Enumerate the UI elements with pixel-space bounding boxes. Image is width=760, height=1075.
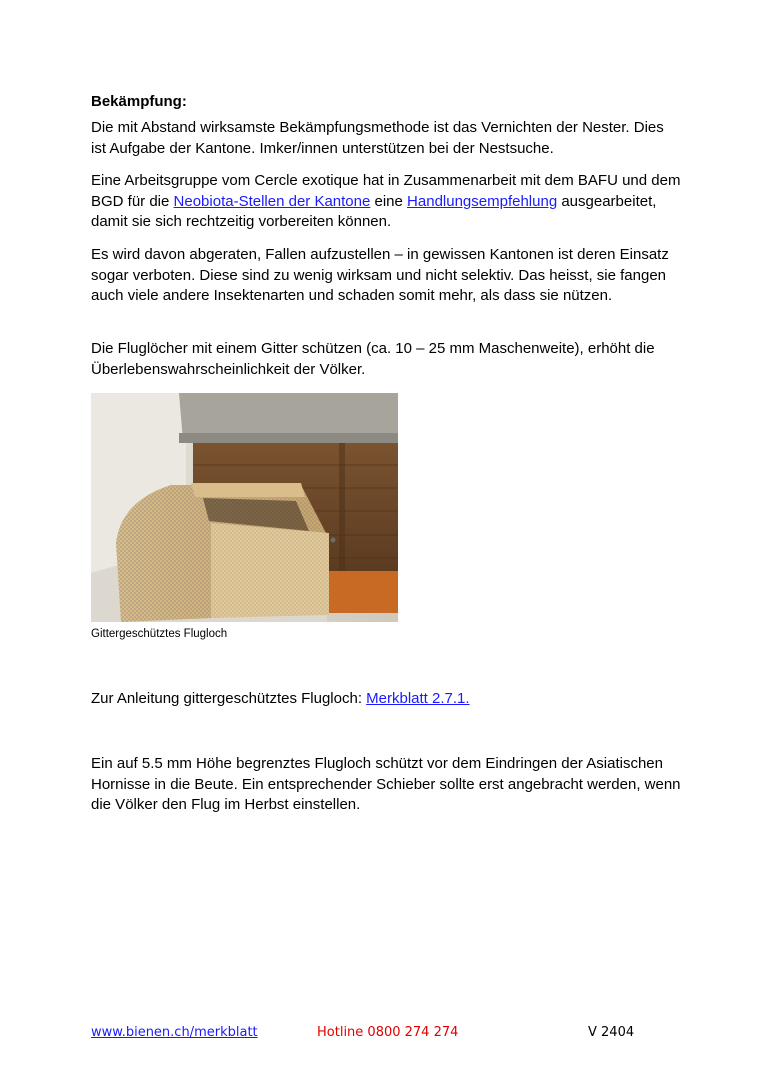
paragraph-3: Es wird davon abgeraten, Fallen aufzustellen – in gewissen Kantonen ist deren Einsatz sogar verboten. Diese sind zu wenig wirksam und nicht selektiv. Das heisst, sie fangen auch viele andere Insektenarten und schaden somit mehr, als dass sie nützen.	[91, 246, 669, 304]
hive-entrance-photo	[91, 393, 398, 622]
paragraph-2	[91, 171, 681, 233]
neobiota-link[interactable]: Neobiota-Stellen der Kantone	[173, 192, 371, 210]
paragraph-4: Die Fluglöcher mit einem Gitter schützen (ca. 10 – 25 mm Maschenweite), erhöht die Überlebenswahrscheinlichkeit der Völker.	[91, 340, 655, 378]
paragraph-1: Die mit Abstand wirksamste Bekämpfungsmethode ist das Vernichten der Nester. Dies ist Aufgabe der Kantone. Imker/innen unterstützen bei der Nestsuche.	[91, 119, 664, 157]
section-heading: Bekämpfung:	[91, 93, 187, 110]
paragraph-2-text-b: eine	[370, 192, 408, 210]
paragraph-2-text-a: Eine Arbeitsgruppe vom Cercle exotique hat in Zusammenarbeit mit dem BAFU und dem BGD für die	[91, 172, 681, 210]
footer-version: V 2404	[588, 1025, 635, 1040]
paragraph-2-text-c: ausgearbeitet, damit sie sich rechtzeitig vorbereiten können.	[91, 192, 657, 230]
paragraph-6: Ein auf 5.5 mm Höhe begrenztes Flugloch schützt vor dem Eindringen der Asiatischen Hornisse in die Beute. Ein entsprechender Schieber sollte erst angebracht werden, wenn die Völker den Flug im Herbst einstellen.	[91, 755, 681, 813]
merkblatt-intro-text: Zur Anleitung gittergeschütztes Flugloch:	[91, 690, 367, 707]
website-link[interactable]: www.bienen.ch/merkblatt	[91, 1025, 258, 1040]
footer-website	[91, 1024, 258, 1042]
merkblatt-link[interactable]: Merkblatt 2.7.1.	[366, 690, 470, 707]
photo-caption: Gittergeschütztes Flugloch	[91, 628, 228, 640]
paragraph-5	[91, 689, 681, 710]
handlungsempfehlung-link[interactable]: Handlungsempfehlung	[407, 192, 558, 210]
hive-illustration	[91, 393, 398, 622]
footer-hotline: Hotline 0800 274 274	[317, 1025, 459, 1040]
